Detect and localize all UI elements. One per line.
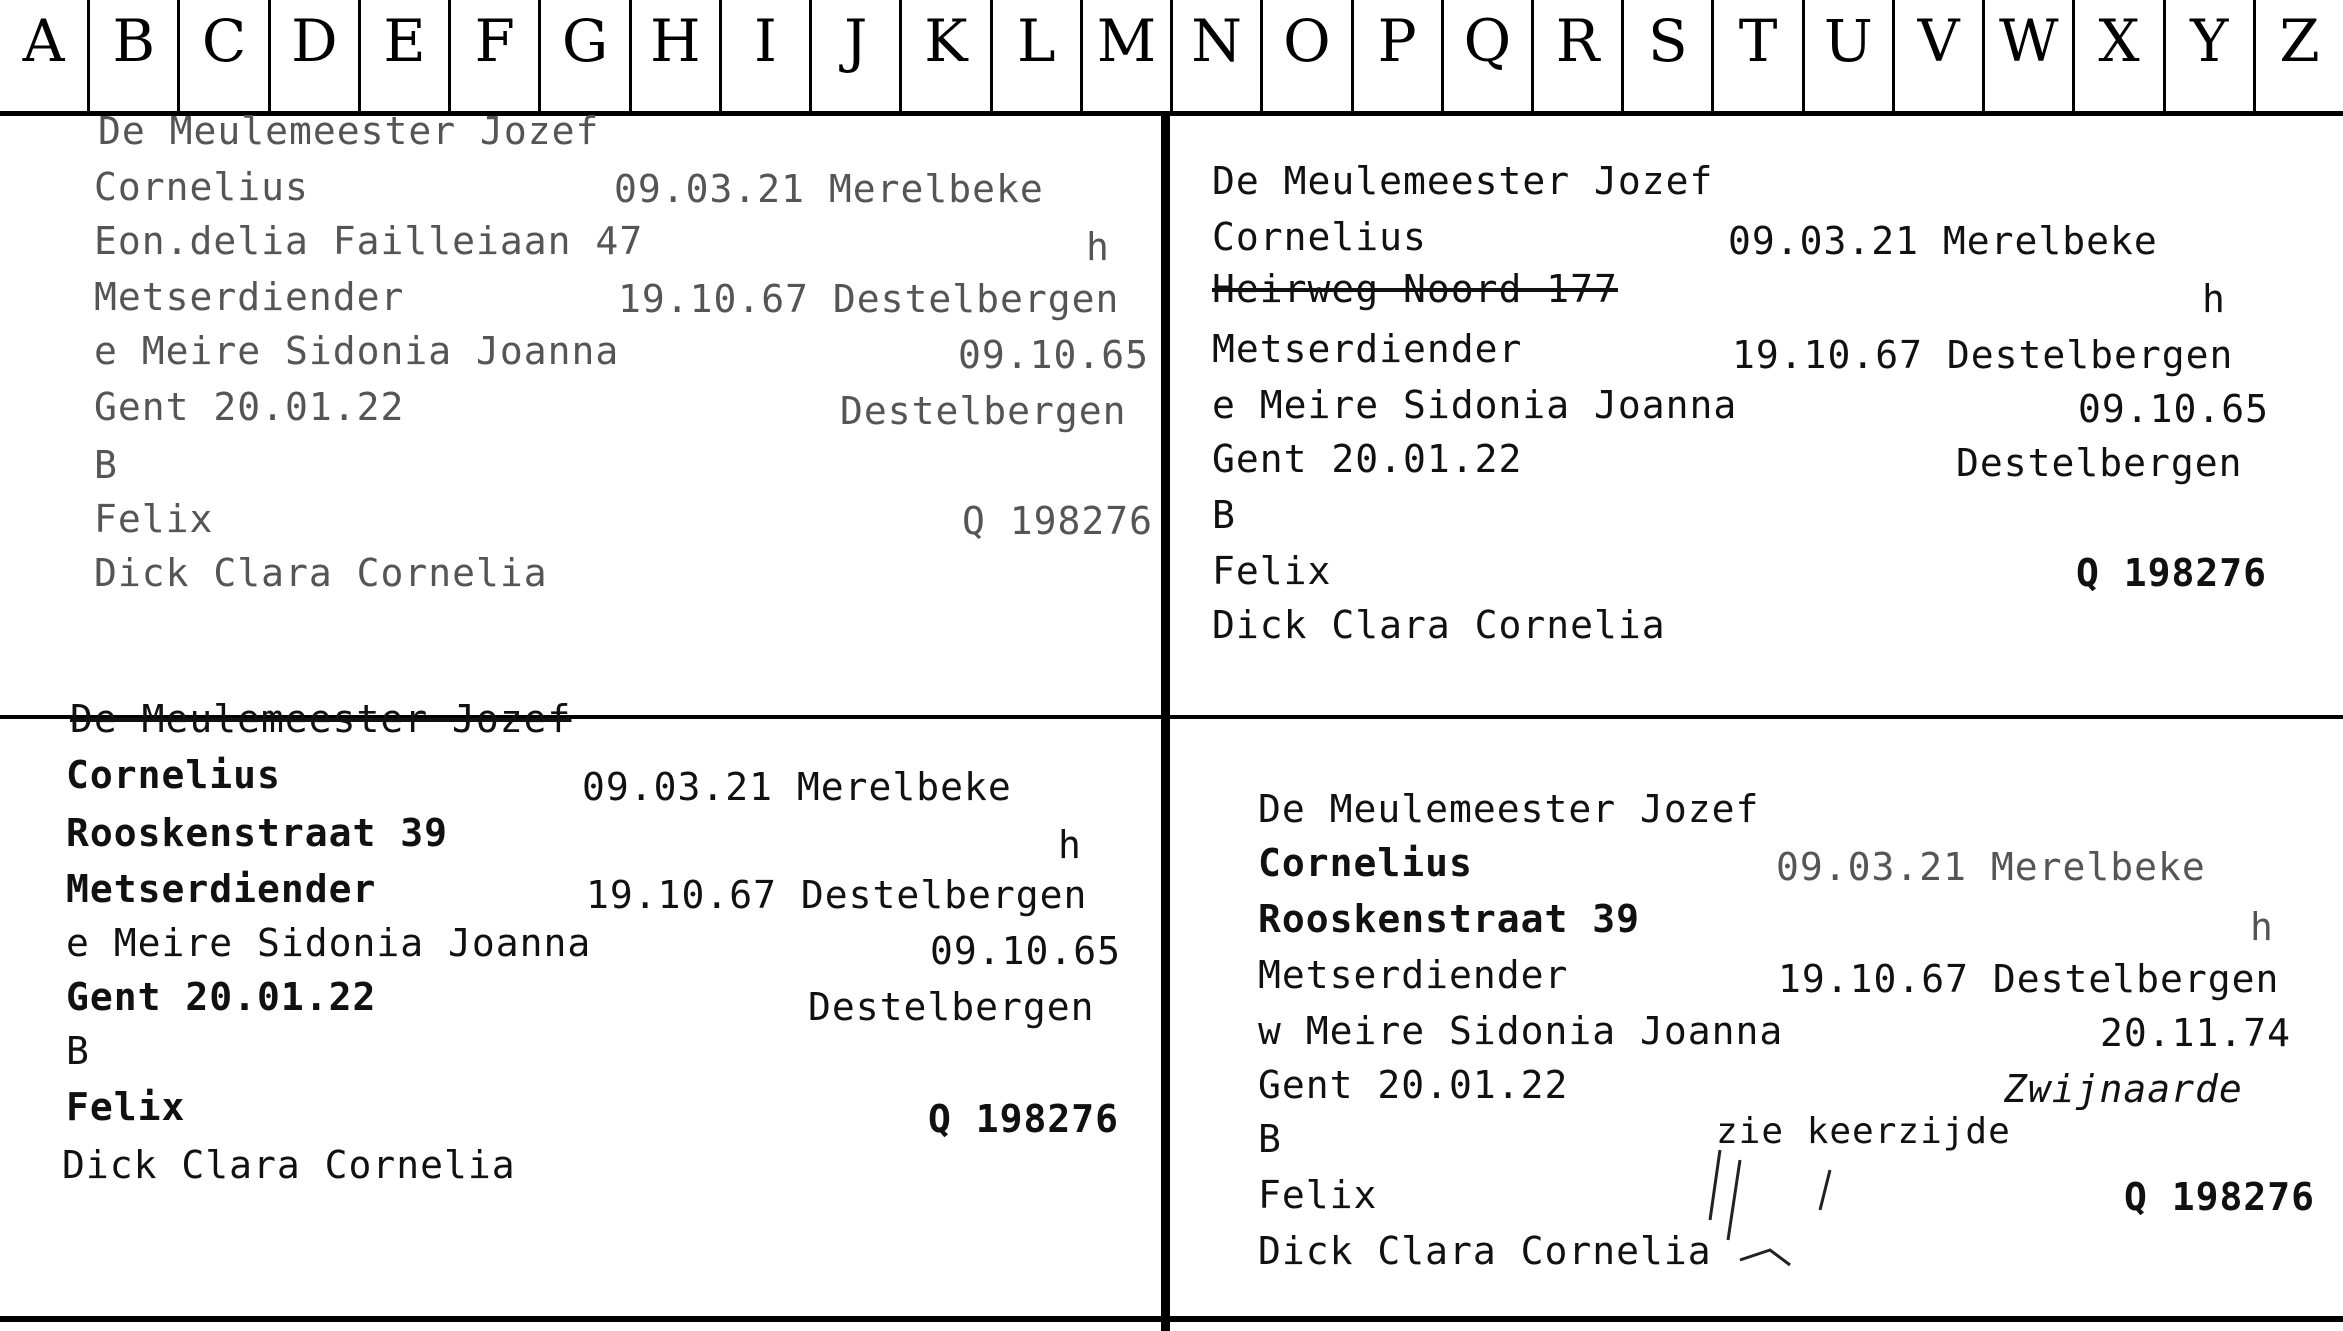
card-date2: 19.10.67 Destelbergen [618,277,1120,321]
card-spouse-date: 09.10.65 [930,929,1122,973]
alphabet-index [0,0,2343,116]
card-address: Eon.delia Failleiaan 47 [94,219,644,263]
card-place-date: Gent 20.01.22 [66,975,377,1019]
card-spouse-date: 09.10.65 [958,333,1150,377]
card-spouse-date: 09.10.65 [2078,387,2270,431]
card-address: Rooskenstraat 39 [1258,897,1641,941]
card-place2: Destelbergen [1956,441,2243,485]
card-given-name: Cornelius [1212,215,1427,259]
index-letter-o: O [1263,0,1353,111]
index-letter-m: M [1083,0,1173,111]
card-code: B [66,1029,90,1073]
card-father: Felix [94,497,214,541]
card-spouse: w Meire Sidonia Joanna [1258,1009,1784,1053]
index-letter-a: A [0,0,90,111]
card-code: B [1212,493,1236,537]
card-marker: h [2202,277,2226,321]
card-name: De Meulemeester Jozef [98,109,600,153]
card-address: Rooskenstraat 39 [66,811,449,855]
card-name: De Meulemeester Jozef [1212,159,1714,203]
card-id: Q 198276 [2076,551,2268,595]
card-spouse: e Meire Sidonia Joanna [66,921,592,965]
card-id: Q 198276 [962,499,1154,543]
card-date2: 19.10.67 Destelbergen [586,873,1088,917]
index-letter-i: I [722,0,812,111]
card-given-name: Cornelius [66,753,281,797]
vertical-divider [1161,116,1170,1331]
index-letter-y: Y [2166,0,2256,111]
index-letter-j: J [812,0,902,111]
index-letter-e: E [361,0,451,111]
card-birth: 09.03.21 Merelbeke [582,765,1012,809]
index-letter-t: T [1714,0,1804,111]
card-mother: Dick Clara Cornelia [1212,603,1666,647]
card-name: De Meulemeester Jozef [70,697,572,741]
card-note: zie keerzijde [1716,1111,2011,1152]
index-letter-w: W [1985,0,2075,111]
card-place-date: Gent 20.01.22 [94,385,405,429]
card-code: B [1258,1117,1282,1161]
index-letter-u: U [1805,0,1895,111]
card-mother: Dick Clara Cornelia [62,1143,516,1187]
index-letter-r: R [1534,0,1624,111]
card-place2: Zwijnaarde [2004,1067,2243,1111]
card-birth: 09.03.21 Merelbeke [1776,845,2206,889]
card-id: Q 198276 [2124,1175,2316,1219]
card-mother: Dick Clara Cornelia [94,551,548,595]
horizontal-divider-right [1170,715,2343,719]
index-letter-x: X [2075,0,2165,111]
card-occupation: Metserdiender [1212,327,1523,371]
card-place2: Destelbergen [840,389,1127,433]
card-father: Felix [1258,1173,1378,1217]
card-given-name: Cornelius [94,165,309,209]
card-occupation: Metserdiender [94,275,405,319]
bottom-divider [0,1316,2343,1322]
index-letter-h: H [632,0,722,111]
card-code: B [94,443,118,487]
card-father: Felix [66,1085,186,1129]
card-marker: h [1086,225,1110,269]
card-mother: Dick Clara Cornelia [1258,1229,1712,1273]
index-letter-z: Z [2279,7,2320,75]
card-spouse-date: 20.11.74 [2100,1011,2292,1055]
card-given-name: Cornelius [1258,841,1473,885]
index-letter-q: Q [1444,0,1534,111]
card-name: De Meulemeester Jozef [1258,787,1760,831]
card-place-date: Gent 20.01.22 [1258,1063,1569,1107]
index-letter-f: F [451,0,541,111]
index-letter-n: N [1173,0,1263,111]
index-letter-l: L [993,0,1083,111]
card-birth: 09.03.21 Merelbeke [614,167,1044,211]
index-letter-v: V [1895,0,1985,111]
card-spouse: e Meire Sidonia Joanna [94,329,620,373]
card-spouse: e Meire Sidonia Joanna [1212,383,1738,427]
index-letter-g: G [541,0,631,111]
index-letter-k: K [902,0,992,111]
handwritten-mark [1680,1140,1860,1280]
card-address: Heirweg Noord 177 [1212,267,1618,311]
card-date2: 19.10.67 Destelbergen [1778,957,2280,1001]
card-marker: h [2250,905,2274,949]
card-occupation: Metserdiender [66,867,377,911]
index-letter-b: B [90,0,180,111]
index-letter-d: D [271,0,361,111]
card-father: Felix [1212,549,1332,593]
card-place-date: Gent 20.01.22 [1212,437,1523,481]
index-letter-p: P [1354,0,1444,111]
card-place2: Destelbergen [808,985,1095,1029]
card-id: Q 198276 [928,1097,1120,1141]
index-letter-s: S [1624,0,1714,111]
card-birth: 09.03.21 Merelbeke [1728,219,2158,263]
card-occupation: Metserdiender [1258,953,1569,997]
card-marker: h [1058,823,1082,867]
card-date2: 19.10.67 Destelbergen [1732,333,2234,377]
index-letter-c: C [180,0,270,111]
